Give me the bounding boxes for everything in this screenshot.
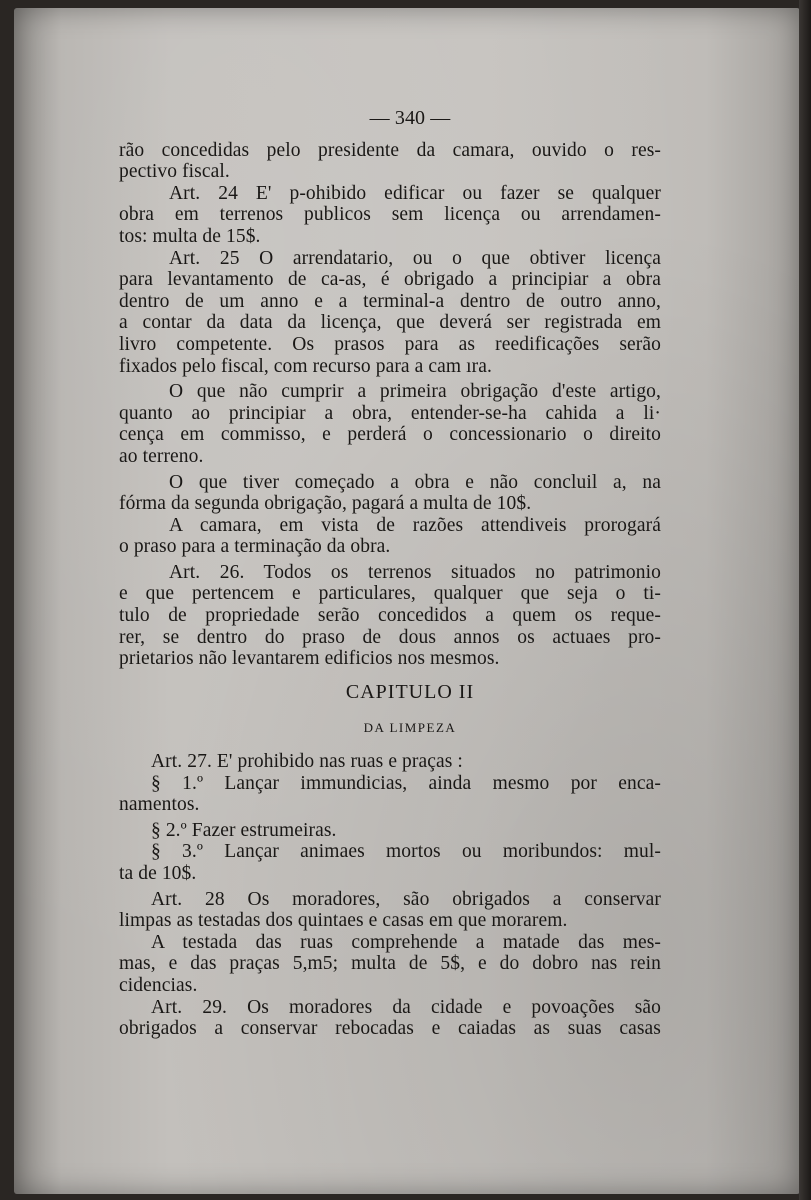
book-edge (799, 0, 811, 1200)
text-line: livro competente. Os prasos para as reedificações serão (119, 333, 661, 355)
paragraph-sect-2 (119, 820, 661, 842)
text-line: rão concedidas pelo presidente da camara, ouvido o res- (119, 139, 661, 161)
text-line: Art. 29. Os moradores da cidade e povoações são (151, 996, 661, 1018)
text-line: O que tiver começado a obra e não concluil a, na (169, 471, 661, 493)
text-line: § 2.º Fazer estrumeiras. (151, 819, 337, 841)
section-title: DA LIMPEZA (363, 720, 457, 736)
text-line: cença em commisso, e perderá o concessionario o direito (119, 424, 661, 446)
text-line: Art. 24 E' p-ohibido edificar ou fazer se qualquer (169, 182, 661, 204)
paragraph-sect-1 (119, 773, 661, 816)
text-line: Art. 27. E' prohibido nas ruas e praças : (151, 751, 463, 773)
page-text (119, 108, 661, 1040)
paragraph-testada (119, 932, 661, 997)
paragraph-art-25 (119, 248, 661, 378)
text-line: a contar da data da licença, que deverá ser registrada em (119, 312, 661, 334)
text-line: limpas as testadas dos quintaes e casas em que morarem. (119, 910, 568, 932)
paragraph-prorogation (119, 515, 661, 558)
text-line: § 1.º Lançar immundicias, ainda mesmo por enca- (151, 772, 661, 794)
paragraph-art-26 (119, 562, 661, 670)
text-line: ta de 10$. (119, 863, 197, 884)
paragraph-continuation (119, 140, 661, 183)
paragraph-art-28 (119, 889, 661, 932)
text-line: tos: multa de 15$. (119, 225, 261, 247)
paragraph-art-29 (119, 997, 661, 1040)
text-line: § 3.º Lançar animaes mortos ou moribundos: mul- (151, 841, 661, 863)
page-number: — 340 — (369, 107, 451, 129)
text-line: ao terreno. (119, 445, 204, 467)
text-line: rer, se dentro do praso de dous annos os actuaes pro- (119, 626, 661, 648)
text-line: Art. 28 Os moradores, são obrigados a conservar (151, 888, 661, 910)
text-line: quanto ao principiar a obra, entender-se-ha cahida a li· (119, 402, 661, 424)
chapter-title: CAPITULO II (345, 680, 475, 703)
text-line: o praso para a terminação da obra. (119, 536, 391, 558)
paragraph-second-obligation (119, 472, 661, 515)
book-page (14, 8, 800, 1194)
text-line: Art. 25 O arrendatario, ou o que obtiver licença (169, 247, 661, 269)
text-line: obra em terrenos publicos sem licença ou arrendamen- (119, 204, 661, 226)
text-line: tulo de propriedade serão concedidos a quem os reque- (119, 605, 661, 627)
text-line: Art. 26. Todos os terrenos situados no patrimonio (169, 561, 661, 583)
text-line: dentro de um anno e a terminal-a dentro de outro anno, (119, 290, 661, 312)
text-line: fórma da segunda obrigação, pagará a multa de 10$. (119, 493, 532, 515)
text-line: para levantamento de ca-as, é obrigado a principiar a obra (119, 269, 661, 291)
text-line: e que pertencem e particulares, qualquer que seja o ti- (119, 583, 661, 605)
paragraph-art-24 (119, 183, 661, 248)
text-line: prietarios não levantarem edificios nos mesmos. (119, 648, 500, 670)
text-line: O que não cumprir a primeira obrigação d'este artigo, (169, 381, 661, 403)
paragraph-art-27 (119, 751, 661, 773)
text-line: pectivo fiscal. (119, 161, 230, 183)
paragraph-sect-3 (119, 841, 661, 884)
text-line: fixados pelo fiscal, com recurso para a cam ıra. (119, 355, 492, 377)
text-line: A testada das ruas comprehende a matade das mes- (151, 931, 661, 953)
text-line: namentos. (119, 794, 200, 816)
paragraph-first-obligation (119, 381, 661, 467)
text-line: A camara, em vista de razões attendiveis prorogará (169, 514, 661, 536)
text-line: mas, e das praças 5,m5; multa de 5$, e do dobro nas rein (119, 953, 661, 975)
text-line: cidencias. (119, 974, 198, 996)
text-line: obrigados a conservar rebocadas e caiadas as suas casas (119, 1018, 661, 1040)
